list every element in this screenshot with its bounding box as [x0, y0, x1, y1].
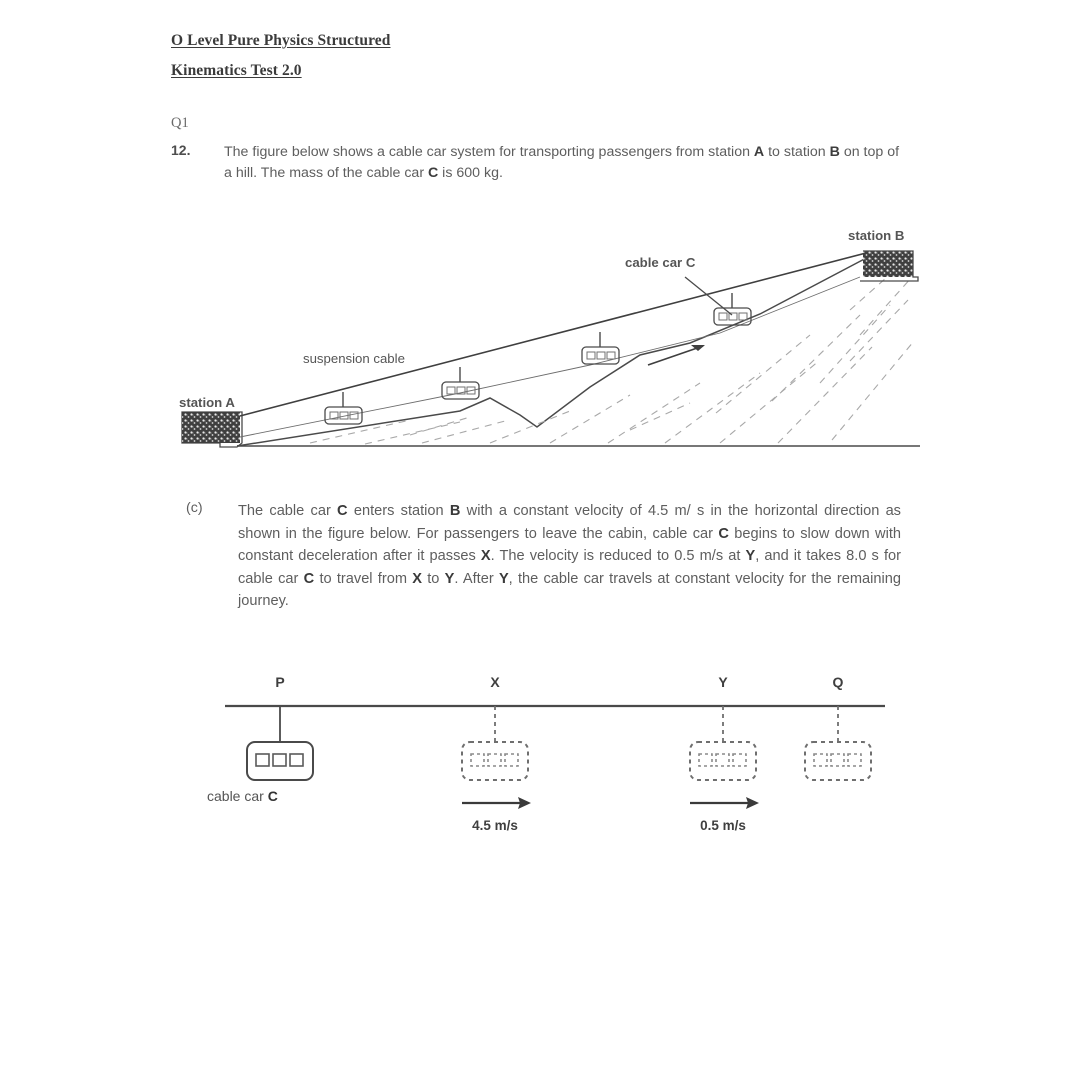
- gondola-window: [273, 754, 286, 766]
- point-label-p: P: [275, 674, 285, 690]
- gondola-window: [699, 754, 712, 766]
- pc-s9: . After: [454, 570, 499, 587]
- suspension-cable-label: suspension cable: [303, 351, 405, 366]
- gondola-window: [488, 754, 501, 766]
- q12-bold-b: B: [829, 144, 840, 160]
- direction-arrow-icon: [648, 345, 705, 365]
- document-title-line-2: Kinematics Test 2.0: [171, 62, 302, 79]
- gondola-window: [831, 754, 844, 766]
- part-c-text: [238, 500, 901, 613]
- cable-car-label-prefix: cable car: [207, 788, 268, 804]
- pc-b4: X: [480, 548, 491, 564]
- station-b-label: station B: [848, 228, 905, 243]
- q12-text-3: on top of a hill. The mass of the cable car: [224, 144, 900, 181]
- part-c-block: [186, 500, 901, 613]
- cable-car-gondola: [442, 367, 479, 399]
- question-12-block: [171, 142, 901, 184]
- hill-figure-svg: [160, 215, 940, 465]
- station-a-label: station A: [179, 395, 235, 410]
- gondola-window: [733, 754, 746, 766]
- cable-car-gondola: [325, 392, 362, 424]
- q12-text-4: is 600 kg.: [438, 165, 503, 181]
- cable-car-c-label: cable car C: [625, 255, 696, 270]
- pc-s5: . The velocity is reduced to 0.5 m/s at: [490, 548, 746, 564]
- point-label-y: Y: [718, 674, 728, 690]
- point-label-x: X: [490, 674, 500, 690]
- suspension-cable-line: [240, 253, 866, 416]
- part-c-tag: (c): [186, 500, 203, 516]
- q12-text-2: to station: [764, 144, 830, 160]
- q12-bold-a: A: [753, 144, 765, 160]
- gondola-window: [505, 754, 518, 766]
- gondola-window: [814, 754, 827, 766]
- station-a-block: [182, 412, 240, 443]
- gondola-window: [471, 754, 484, 766]
- pc-b2: B: [449, 503, 461, 519]
- question-12-text: [224, 142, 901, 184]
- pc-s8: to: [421, 570, 445, 587]
- question-set-label: Q1: [171, 115, 189, 131]
- pc-b7: X: [412, 570, 422, 587]
- gondola-window: [716, 754, 729, 766]
- cable-car-c-leader-line: [685, 277, 732, 315]
- pc-b9: Y: [498, 570, 509, 587]
- gondola-window: [256, 754, 269, 766]
- cable-car-hill-figure: [160, 215, 940, 465]
- gondola-window: [290, 754, 303, 766]
- pc-s1: The cable car: [238, 503, 338, 519]
- kinematics-line-figure: [190, 660, 920, 860]
- gondola-window: [848, 754, 861, 766]
- line-figure-markers: [247, 706, 871, 809]
- pc-b1: C: [337, 503, 348, 519]
- pc-s4: begins to slow down with constant deceleration after it passes: [238, 525, 902, 564]
- cable-car-gondola-c: [714, 293, 751, 325]
- pc-b8: Y: [444, 570, 455, 587]
- cable-car-gondola: [582, 332, 619, 364]
- pc-b6: C: [303, 570, 315, 587]
- point-label-q: Q: [832, 674, 844, 690]
- pc-b3: C: [718, 525, 729, 542]
- pc-s2: enters station: [347, 503, 450, 519]
- cable-car-c-bottom-label: [207, 788, 278, 804]
- pc-b5: Y: [745, 548, 756, 564]
- pc-s10: , the cable car travels at constant velocity for the remaining journey.: [238, 570, 902, 609]
- line-figure-svg: [190, 660, 920, 860]
- pc-s7: to travel from: [314, 570, 413, 587]
- question-12-number: 12.: [171, 142, 191, 158]
- pc-s3: with a constant velocity of 4.5 m/ s in the horizontal direction as shown in the figure below. For passengers to leave the cabin, cable car: [238, 503, 901, 542]
- q12-bold-c: C: [427, 165, 439, 181]
- velocity-label-x: 4.5 m/s: [472, 818, 518, 833]
- document-title-line-1: O Level Pure Physics Structured: [171, 32, 391, 49]
- station-b-block: [863, 251, 913, 277]
- pc-s6: , and it takes 8.0 s for cable car: [238, 548, 901, 587]
- velocity-label-y: 0.5 m/s: [700, 818, 746, 833]
- cable-car-label-bold: C: [267, 788, 278, 804]
- q12-text-1: The figure below shows a cable car system for transporting passengers from station: [224, 144, 754, 160]
